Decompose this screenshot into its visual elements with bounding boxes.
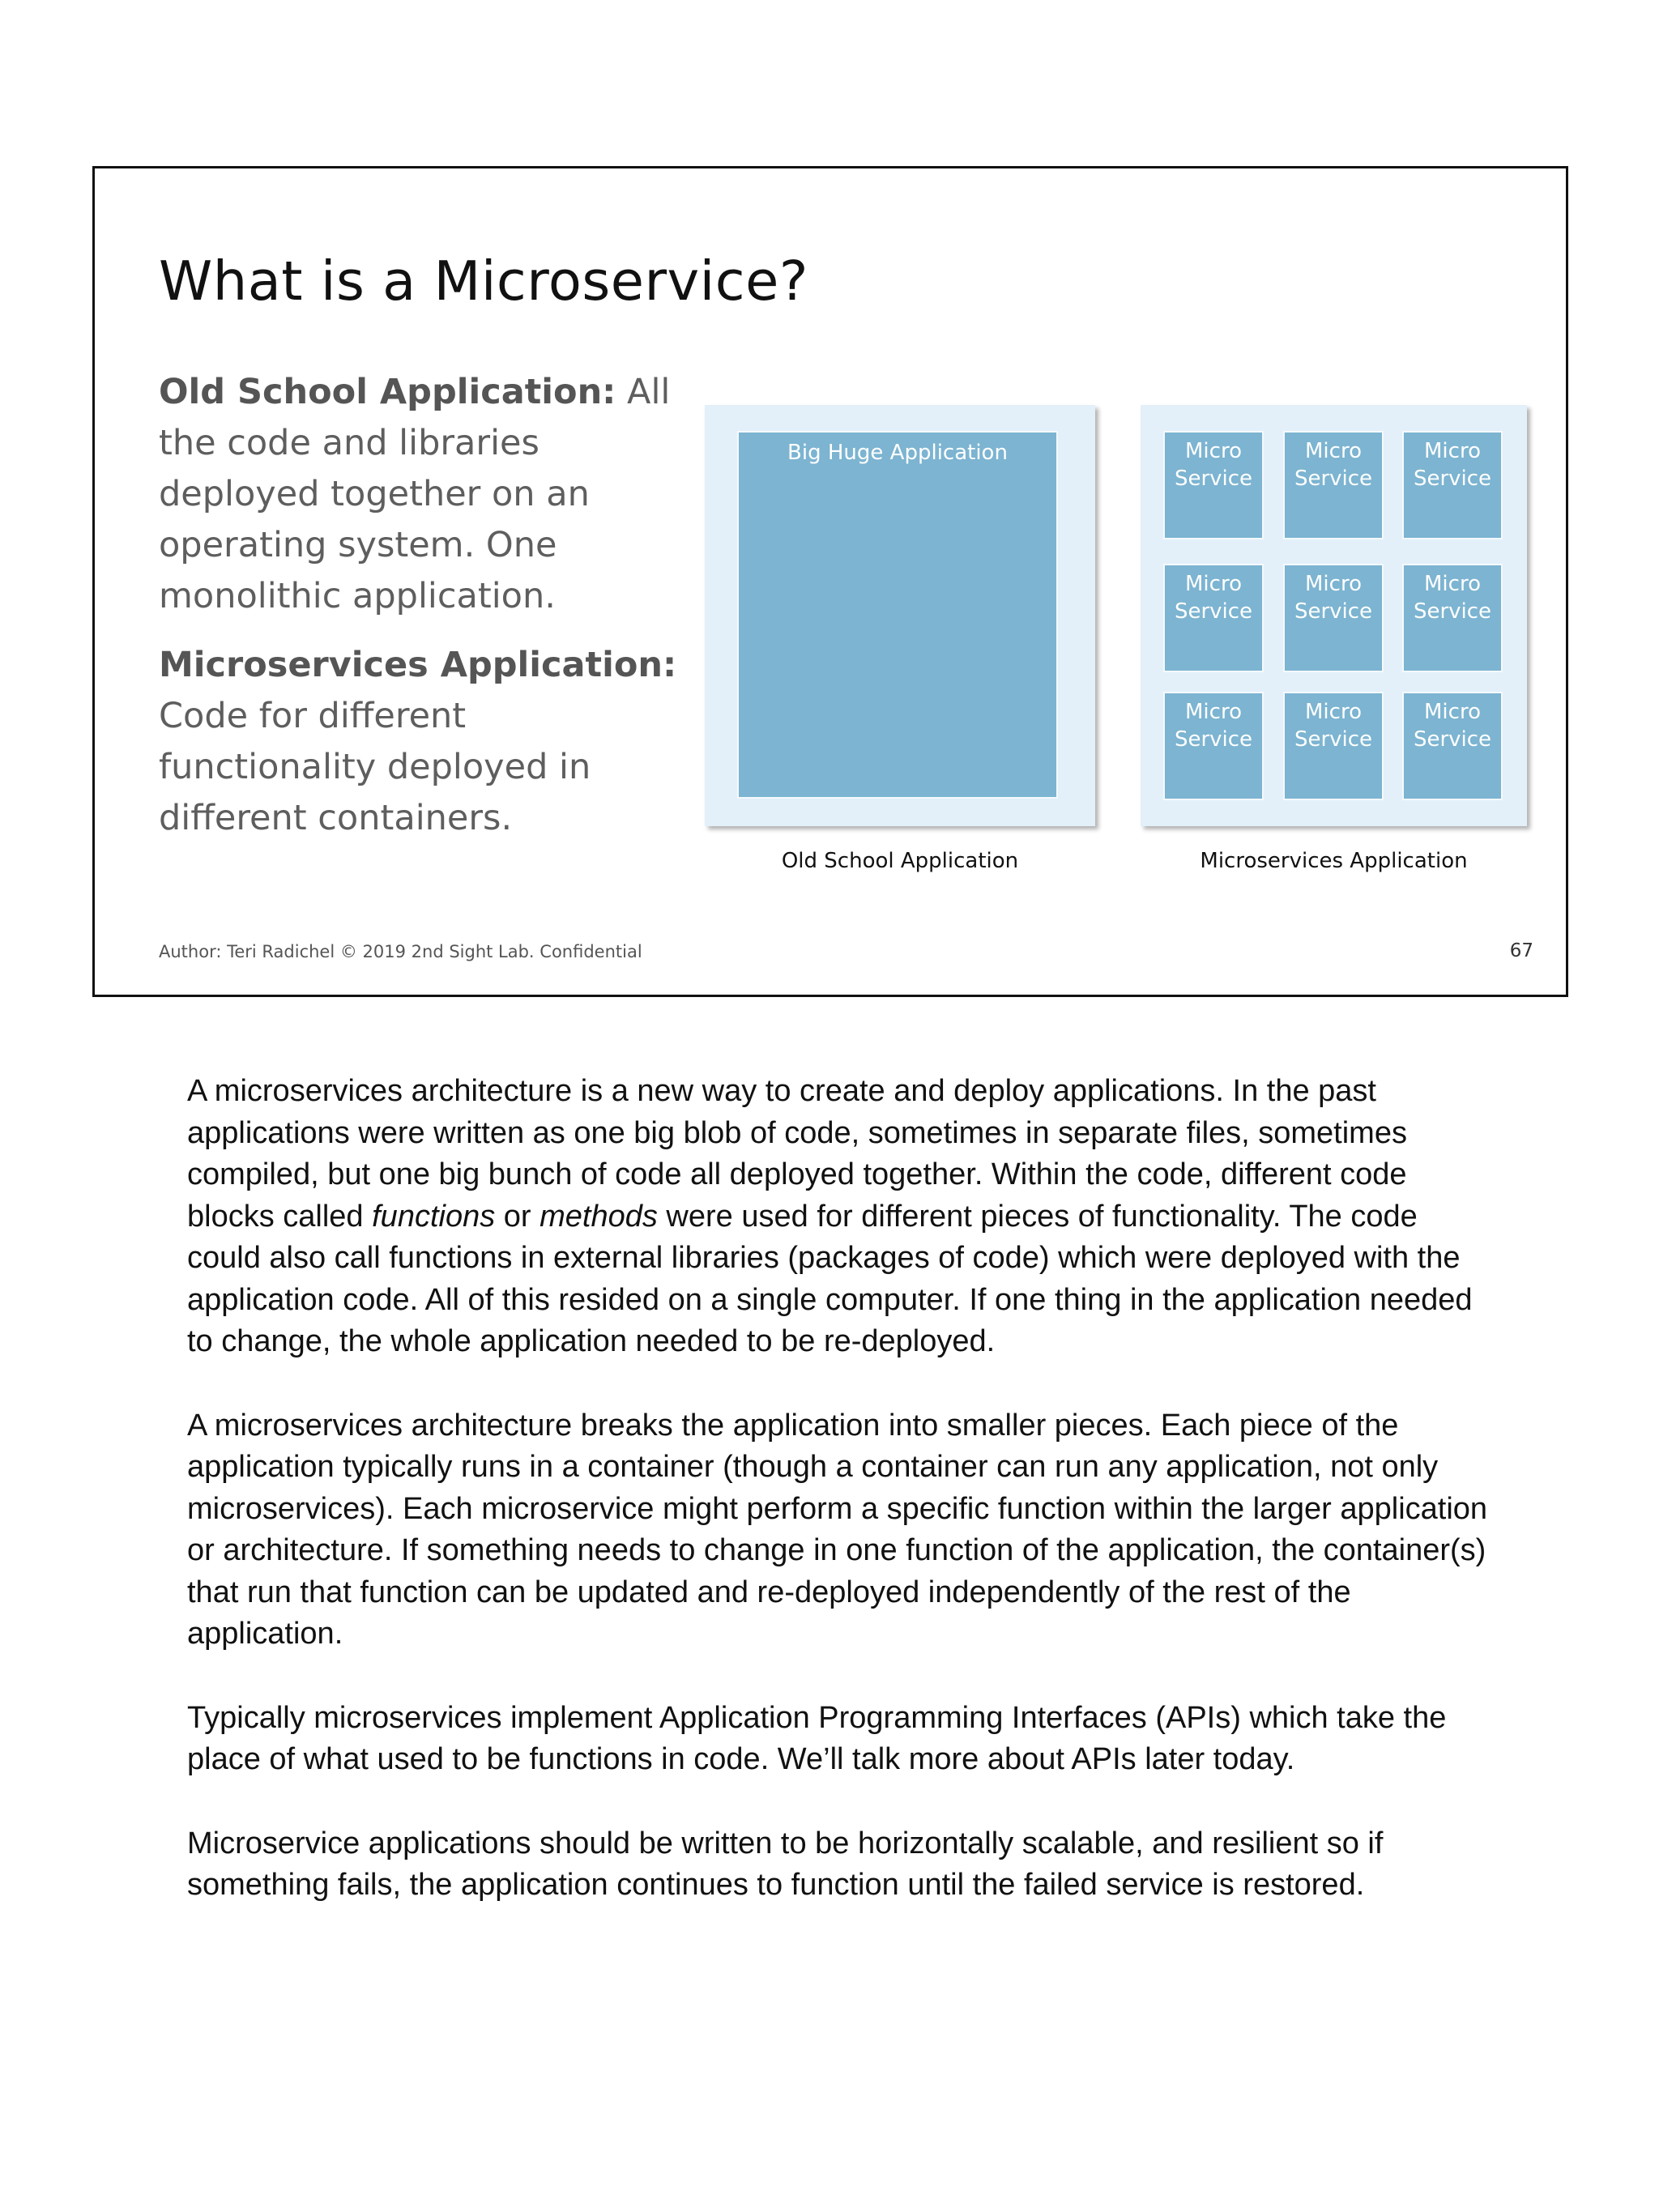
micro-service-box: Micro Service — [1402, 431, 1503, 539]
methods-term: methods — [539, 1199, 658, 1234]
big-huge-application-box: Big Huge Application — [737, 431, 1058, 799]
slide — [92, 166, 1568, 997]
micro-service-box: Micro Service — [1163, 564, 1264, 672]
microservices-text: Code for different functionality deployed in different containers. — [159, 696, 591, 838]
micro-service-box: Micro Service — [1283, 564, 1384, 672]
notes-paragraph-1: A microservices architecture is a new way to create and deploy applications. In the past applications were written as one big blob of code, sometimes in separate files, sometimes compiled, but one big bunch of code all deployed together. Within the code, different code blocks called functions or methods were used for different pieces of functionality. The code could also call functions in external libraries (packages of code) which were deployed with the application code. All of this resided on a single computer. If one thing in the application needed to change, the whole application needed to be re-deployed. — [187, 1074, 1473, 1358]
slide-body — [159, 367, 677, 862]
slide-number: 67 — [1509, 940, 1533, 961]
old-school-diagram — [705, 405, 1095, 826]
old-school-text: All the code and libraries deployed together on an operating system. One monolithic application. — [159, 372, 671, 616]
micro-service-box: Micro Service — [1402, 692, 1503, 800]
notes-paragraph-3: Typically microservices implement Application Programming Interfaces (APIs) which take the place of what used to be functions in code. We’ll talk more about APIs later today. — [187, 1700, 1447, 1776]
old-school-caption: Old School Application — [781, 849, 1019, 873]
notes-paragraph-2: A microservices architecture breaks the application into smaller pieces. Each piece of the application typically runs in a container (though a container can run any application, not only microservices). Each microservice might perform a specific function within the larger application or architecture. If something needs to change in one function of the application, the container(s) that run that function can be updated and re-deployed independently of the rest of the application. — [187, 1408, 1488, 1651]
micro-service-box: Micro Service — [1283, 431, 1384, 539]
notes-paragraph-4: Microservice applications should be written to be horizontally scalable, and resilient so if something fails, the application continues to function until the failed service is restored. — [187, 1826, 1384, 1902]
micro-service-box: Micro Service — [1402, 564, 1503, 672]
micro-service-box: Micro Service — [1163, 431, 1264, 539]
speaker-notes — [187, 1071, 1499, 1949]
old-school-paragraph — [159, 367, 677, 622]
micro-service-box: Micro Service — [1163, 692, 1264, 800]
microservices-paragraph — [159, 640, 677, 844]
slide-footer: Author: Teri Radichel © 2019 2nd Sight Lab. Confidential — [159, 942, 642, 961]
microservices-heading: Microservices Application: — [159, 645, 677, 685]
functions-term: functions — [372, 1199, 496, 1234]
slide-title: What is a Microservice? — [159, 249, 808, 313]
microservices-caption: Microservices Application — [1200, 849, 1468, 873]
micro-service-box: Micro Service — [1283, 692, 1384, 800]
old-school-heading: Old School Application: — [159, 372, 616, 412]
microservices-diagram — [1141, 405, 1527, 826]
